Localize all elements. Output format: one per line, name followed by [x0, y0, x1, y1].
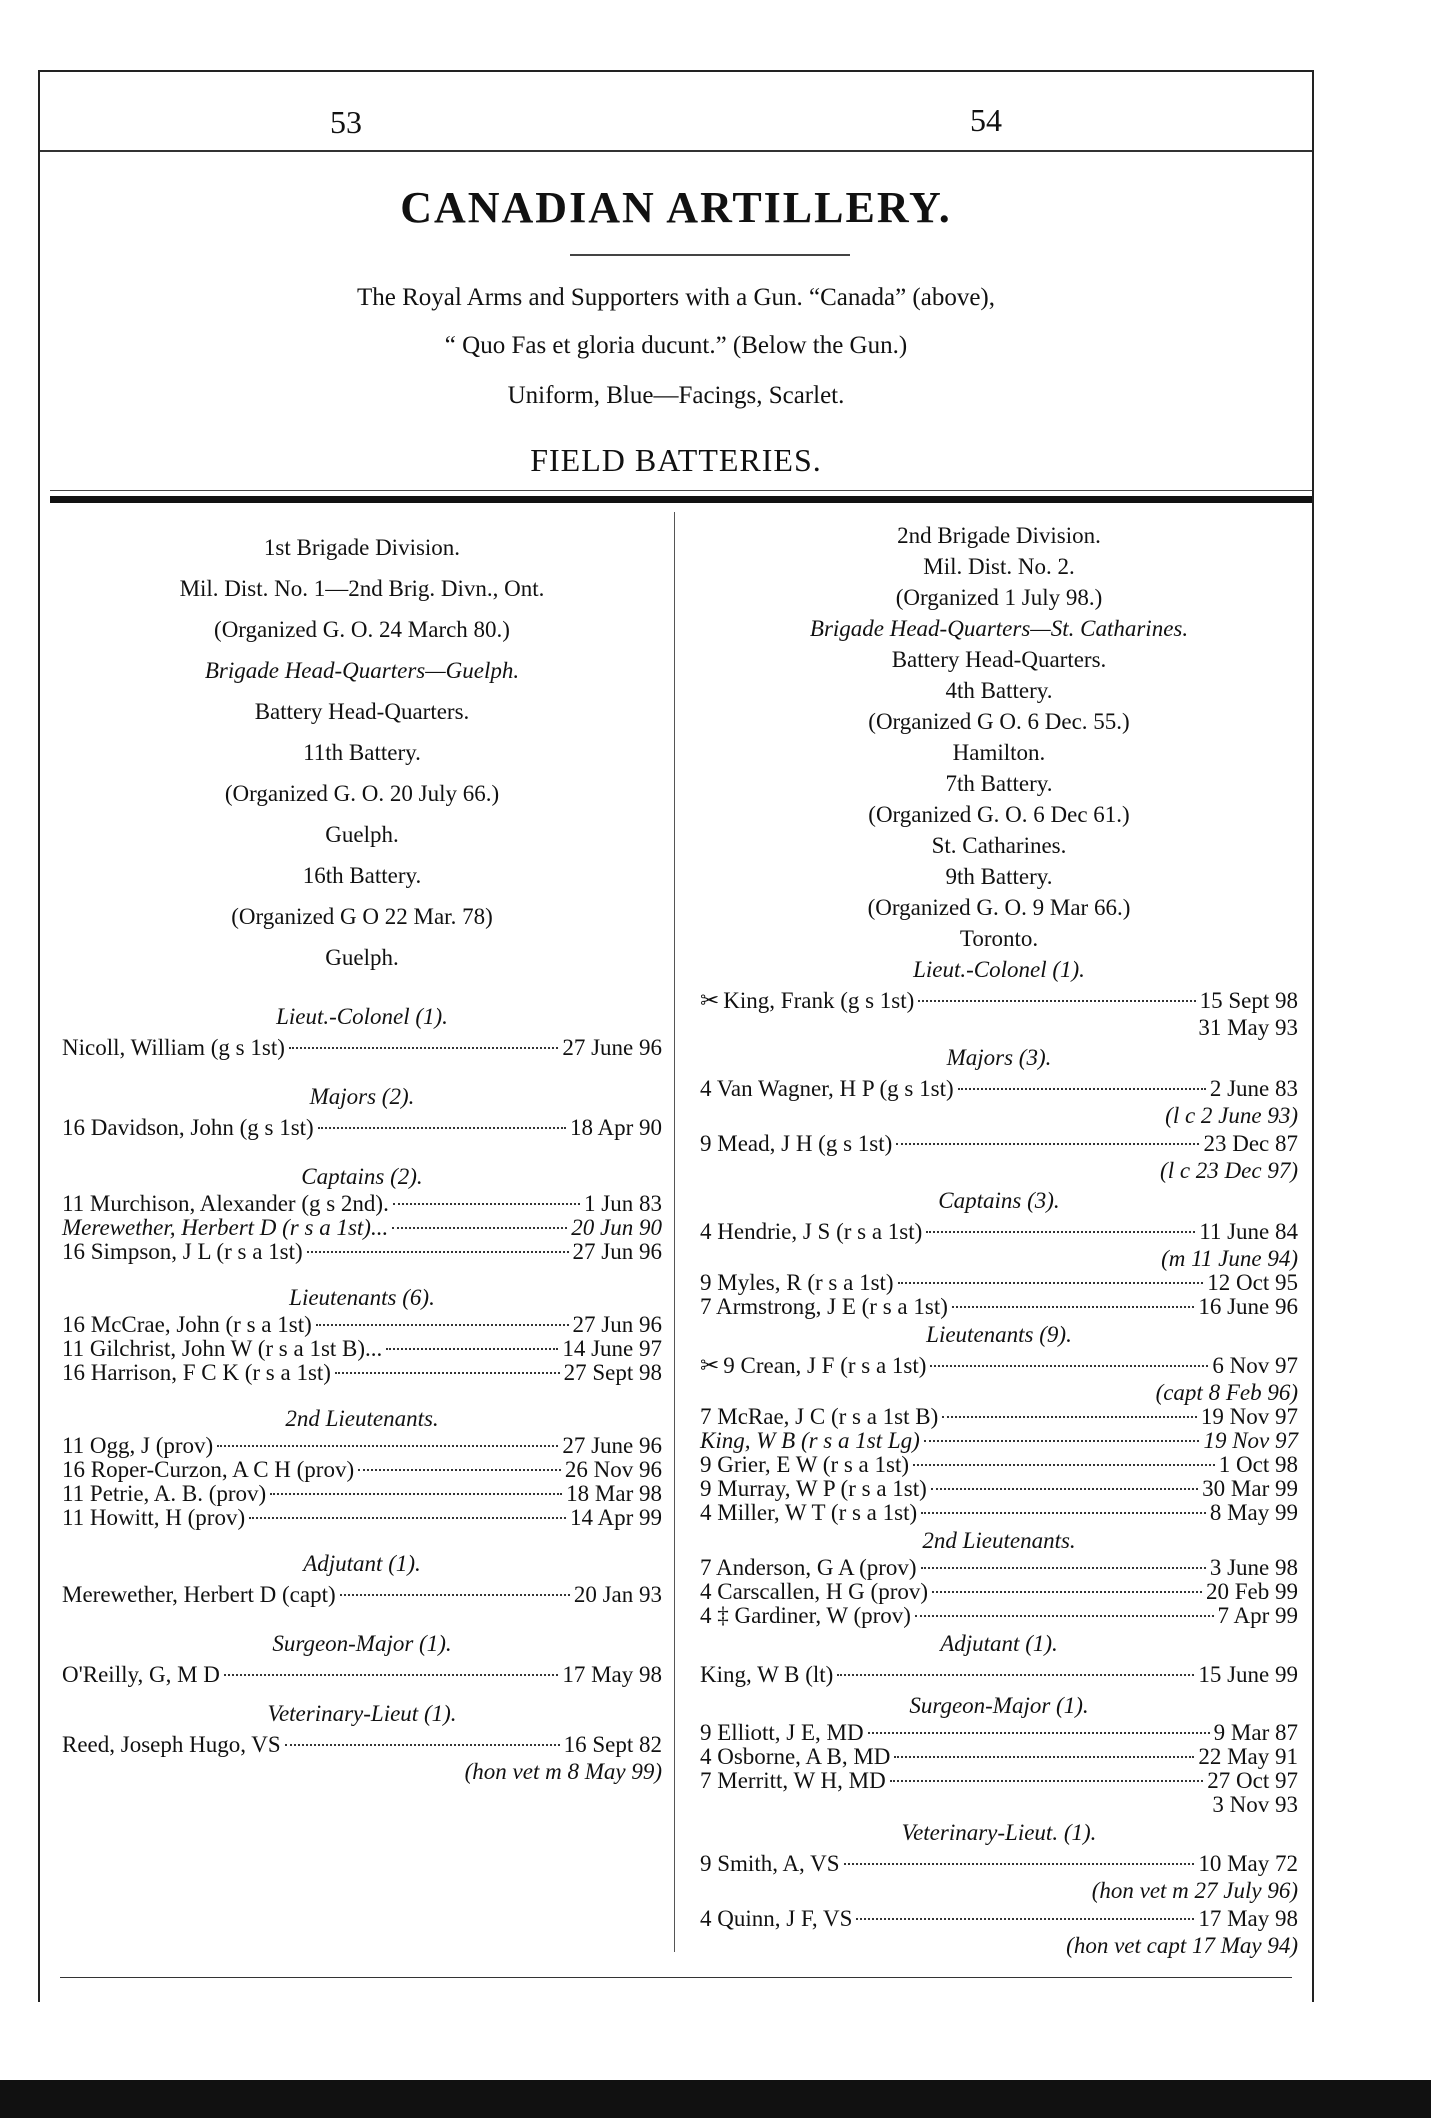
- bottom-rule: [60, 1977, 1292, 1978]
- officer-row: 16 Roper-Curzon, A C H (prov) 26 Nov 96: [62, 1457, 662, 1482]
- rank-heading: Surgeon-Major (1).: [272, 1631, 452, 1656]
- rank-heading: Lieut.-Colonel (1).: [913, 957, 1085, 982]
- battery-organized: (Organized G. O. 9 Mar 66.): [867, 895, 1131, 920]
- officer-row: 16 McCrae, John (r s a 1st) 27 Jun 96: [62, 1312, 662, 1337]
- rank-heading: Veterinary-Lieut (1).: [267, 1701, 457, 1726]
- header-rule: [40, 150, 1312, 152]
- rank-heading: Adjutant (1).: [940, 1631, 1058, 1656]
- officer-note: (l c 2 June 93): [1165, 1103, 1298, 1128]
- column-divider: [674, 512, 675, 1952]
- officer-row: 11 Ogg, J (prov) 27 June 96: [62, 1433, 662, 1458]
- officer-row: 9 Myles, R (r s a 1st) 12 Oct 95: [700, 1270, 1298, 1295]
- page-numbers: [40, 92, 1312, 152]
- uniform-line: Uniform, Blue—Facings, Scarlet.: [507, 382, 845, 409]
- officer-row: 9 Smith, A, VS 10 May 72: [700, 1851, 1298, 1876]
- officer-row: 9 Mead, J H (g s 1st) 23 Dec 87: [700, 1131, 1298, 1156]
- officer-row: 7 Armstrong, J E (r s a 1st) 16 June 96: [700, 1294, 1298, 1319]
- officer-row: 4 Quinn, J F, VS 17 May 98: [700, 1906, 1298, 1931]
- officer-row: 4 Osborne, A B, MD 22 May 91: [700, 1744, 1298, 1769]
- scan-edge: [0, 2080, 1431, 2118]
- rank-heading: 2nd Lieutenants.: [922, 1528, 1076, 1553]
- officer-row: 11 Murchison, Alexander (g s 2nd). 1 Jun 83: [62, 1191, 662, 1216]
- officer-note: 3 Nov 93: [1212, 1792, 1298, 1817]
- officer-note: (hon vet capt 17 May 94): [1066, 1933, 1298, 1958]
- officer-row: King, W B (lt) 15 June 99: [700, 1662, 1298, 1687]
- officer-row: 11 Petrie, A. B. (prov) 18 Mar 98: [62, 1481, 662, 1506]
- page-number-left: 53: [330, 104, 362, 140]
- section-thick-rule: [50, 496, 1312, 503]
- rank-heading: Lieutenants (6).: [289, 1285, 435, 1310]
- battery-name: 9th Battery.: [945, 864, 1053, 889]
- page-frame: [38, 70, 1314, 2002]
- officer-note: 31 May 93: [1198, 1015, 1298, 1040]
- rank-heading: Adjutant (1).: [303, 1551, 421, 1576]
- battery-hq: Battery Head-Quarters.: [891, 647, 1107, 672]
- officer-row: 16 Davidson, John (g s 1st) 18 Apr 90: [62, 1115, 662, 1140]
- officer-row: O'Reilly, G, M D 17 May 98: [62, 1662, 662, 1687]
- officer-row: 4 Van Wagner, H P (g s 1st) 2 June 83: [700, 1076, 1298, 1101]
- officer-row: 4 Miller, W T (r s a 1st) 8 May 99: [700, 1500, 1298, 1525]
- battery-place: Hamilton.: [952, 740, 1046, 765]
- rank-heading: Veterinary-Lieut. (1).: [901, 1820, 1097, 1845]
- officer-note: (hon vet m 8 May 99): [464, 1759, 662, 1784]
- battery-organized: (Organized G. O. 6 Dec 61.): [868, 802, 1130, 827]
- district-line: Mil. Dist. No. 2.: [923, 554, 1075, 579]
- battery-place: Guelph.: [325, 822, 399, 847]
- left-column: [62, 532, 662, 1784]
- title-underline: [570, 254, 850, 256]
- brigade-hq: Brigade Head-Quarters—St. Catharines.: [809, 616, 1189, 641]
- officer-row: Reed, Joseph Hugo, VS 16 Sept 82: [62, 1732, 662, 1757]
- rank-heading: Majors (3).: [946, 1045, 1052, 1070]
- officer-row: 9 Grier, E W (r s a 1st) 1 Oct 98: [700, 1452, 1298, 1477]
- officer-row: 4 ‡ Gardiner, W (prov) 7 Apr 99: [700, 1603, 1298, 1628]
- officer-row: Merewether, Herbert D (capt) 20 Jan 93: [62, 1582, 662, 1607]
- officer-row: 4 Carscallen, H G (prov) 20 Feb 99: [700, 1579, 1298, 1604]
- battery-name: 7th Battery.: [945, 771, 1053, 796]
- right-column: [700, 520, 1298, 1958]
- officer-row: ✂ 9 Crean, J F (r s a 1st) 6 Nov 97: [700, 1350, 1298, 1381]
- battery-organized: (Organized G O 22 Mar. 78): [231, 904, 493, 929]
- district-line: Mil. Dist. No. 1—2nd Brig. Divn., Ont.: [179, 576, 545, 601]
- battery-name: 11th Battery.: [303, 740, 421, 765]
- page-number-right: 54: [970, 102, 1002, 138]
- rank-heading: Majors (2).: [309, 1084, 415, 1109]
- officer-row: 11 Howitt, H (prov) 14 Apr 99: [62, 1505, 662, 1530]
- officer-note: (capt 8 Feb 96): [1155, 1380, 1298, 1405]
- rank-heading: Captains (2).: [301, 1164, 423, 1189]
- section-heading: FIELD BATTERIES.: [530, 442, 822, 478]
- officer-row: 9 Murray, W P (r s a 1st) 30 Mar 99: [700, 1476, 1298, 1501]
- battery-place: Toronto.: [959, 926, 1039, 951]
- motto-line-1: The Royal Arms and Supporters with a Gun. “Canada” (above),: [356, 284, 996, 311]
- motto-line-2: “ Quo Fas et gloria ducunt.” (Below the Gun.): [444, 332, 908, 359]
- officer-note: (hon vet m 27 July 96): [1091, 1878, 1298, 1903]
- battery-organized: (Organized G. O. 20 July 66.): [224, 781, 500, 806]
- officer-note: (l c 23 Dec 97): [1160, 1158, 1298, 1183]
- scissors-icon: ✂: [700, 988, 720, 1013]
- battery-name: 4th Battery.: [945, 678, 1053, 703]
- officer-row: 7 McRae, J C (r s a 1st B) 19 Nov 97: [700, 1404, 1298, 1429]
- officer-row: 7 Merritt, W H, MD 27 Oct 97: [700, 1768, 1298, 1793]
- officer-note: (m 11 June 94): [1161, 1246, 1298, 1271]
- page-title: CANADIAN ARTILLERY.: [400, 183, 952, 232]
- organized-line: (Organized G. O. 24 March 80.): [214, 617, 510, 642]
- battery-name: 16th Battery.: [302, 863, 422, 888]
- brigade-hq: Brigade Head-Quarters—Guelph.: [204, 658, 520, 683]
- battery-place: Guelph.: [325, 945, 399, 970]
- brigade-heading: 2nd Brigade Division.: [897, 523, 1101, 548]
- officer-row: King, W B (r s a 1st Lg) 19 Nov 97: [700, 1428, 1298, 1453]
- brigade-heading: 1st Brigade Division.: [263, 535, 461, 560]
- organized-line: (Organized 1 July 98.): [895, 585, 1103, 610]
- officer-row: 7 Anderson, G A (prov) 3 June 98: [700, 1555, 1298, 1580]
- rank-heading: 2nd Lieutenants.: [285, 1406, 439, 1431]
- rank-heading: Lieut.-Colonel (1).: [276, 1004, 448, 1029]
- scissors-icon: ✂: [700, 1353, 720, 1378]
- battery-place: St. Catharines.: [931, 833, 1067, 858]
- rank-heading: Surgeon-Major (1).: [909, 1693, 1089, 1718]
- section-thin-rule: [50, 490, 1312, 491]
- rank-heading: Lieutenants (9).: [926, 1322, 1072, 1347]
- rank-heading: Captains (3).: [938, 1188, 1060, 1213]
- officer-row: 9 Elliott, J E, MD 9 Mar 87: [700, 1720, 1298, 1745]
- officer-row: 16 Simpson, J L (r s a 1st) 27 Jun 96: [62, 1239, 662, 1264]
- officer-row: 16 Harrison, F C K (r s a 1st) 27 Sept 98: [62, 1360, 662, 1385]
- battery-organized: (Organized G O. 6 Dec. 55.): [868, 709, 1130, 734]
- officer-row: Merewether, Herbert D (r s a 1st)... 20 Jun 90: [62, 1215, 662, 1240]
- officer-row: Nicoll, William (g s 1st) 27 June 96: [62, 1035, 662, 1060]
- officer-row: 11 Gilchrist, John W (r s a 1st B)... 14 June 97: [62, 1336, 662, 1361]
- battery-hq: Battery Head-Quarters.: [254, 699, 470, 724]
- officer-row: 4 Hendrie, J S (r s a 1st) 11 June 84: [700, 1219, 1298, 1244]
- officer-row: ✂ King, Frank (g s 1st) 15 Sept 98: [700, 985, 1298, 1016]
